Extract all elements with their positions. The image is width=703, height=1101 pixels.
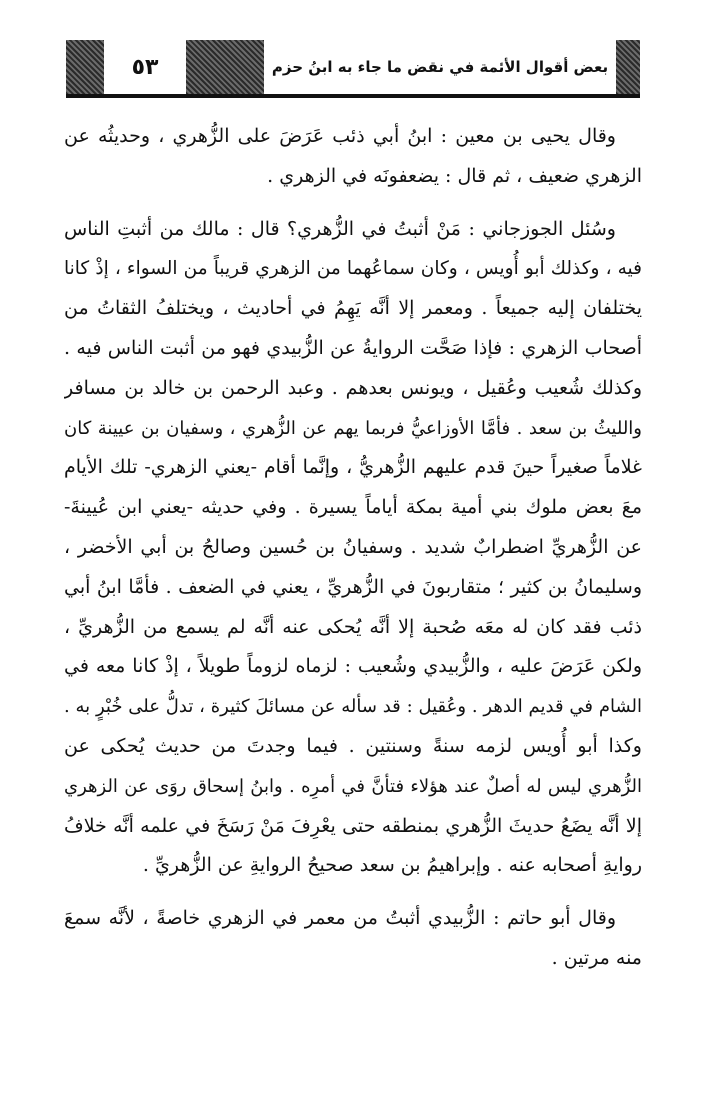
header-ornament-right	[616, 40, 640, 94]
text-line: وسُئل الجوزجاني : مَنْ أثبتُ في الزُّهري؟ قال : مالك من أثبتِ الناس	[64, 217, 616, 240]
text-line: أصحاب الزهري : فإذا صَحَّت الروايةُ عن الزُّبيدي فهو من أثبت الناس فيه .	[64, 336, 642, 359]
text-line: منه مرتين .	[551, 946, 642, 969]
text-line: ولكن عَرَضَ عليه ، والزُّبيدي وشُعيب : لزماه لزوماً طويلاً ، إذْ كانا معه في	[64, 655, 642, 678]
text-line: يختلفان إليه جميعاً . ومعمر إلا أنَّه يَهِمُ في أحاديث ، ويختلفُ الثقاتُ من	[64, 297, 642, 320]
header-rule	[66, 94, 640, 98]
header-ornament-middle	[186, 40, 264, 94]
text-line: وسليمانُ بن كثير ؛ متقاربونَ في الزُّهريِّ ، يعني في الضعف . فأمَّا ابنُ أبي	[64, 575, 642, 598]
page-number: ٥٣	[131, 54, 159, 80]
paragraph-abu-hatim	[64, 899, 642, 979]
running-title: بعض أقوال الأئمة في نقض ما جاء به ابنُ حزم	[271, 58, 609, 76]
text-line: روايةِ أصحابه عنه . وإبراهيمُ بن سعد صحيحُ الروايةِ عن الزُّهريِّ .	[142, 854, 642, 877]
text-line: وكذلك شُعيب وعُقيل ، ويونس بعدهم . وعبد الرحمن بن خالد بن مسافر	[64, 376, 642, 399]
text-line: إلا أنَّه يضَعُ حديثَ الزُّهري بمنطقه حتى يعْرِفَ مَنْ رَسَخَ في علمه أنَّه خلافُ	[64, 814, 642, 837]
paragraph-juzjani	[64, 210, 642, 887]
text-line: معَ بعض ملوك بني أمية بمكة أياماً يسيرة . وفي حديثه -يعني ابن عُيينةَ-	[64, 496, 642, 519]
running-header	[66, 40, 640, 94]
text-line: عن الزُّهريِّ اضطرابٌ شديد . وسفيانُ بن حُسين وصالحُ بن أبي الأخضر ،	[64, 535, 642, 558]
text-line: وقال أبو حاتم : الزُّبيدي أثبتُ من معمر في الزهري خاصةً ، لأنَّه سمعَ	[64, 907, 616, 930]
text-line: وكذا أبو أُويس لزمه سنةً وسنتين . فيما وجدتَ من حديث يُحكى عن	[64, 734, 642, 757]
paragraph-yahya-ibn-maeen	[64, 117, 642, 197]
text-line: الشام في قديم الدهر . وعُقيل : قد سأله عن مسائلَ كثيرة ، تدلُّ على خُبْرٍ به .	[64, 696, 642, 718]
text-line: ذئب فقد كان له معَه صُحبة إلا أنَّه يُحكى عنه أنَّه لم يسمع من الزُّهريِّ ،	[64, 615, 642, 638]
text-line: الزهري ضعيف ، ثم قال : يضعفونَه في الزهري .	[267, 164, 642, 187]
text-line: غلاماً صغيراً حينَ قدم عليهم الزُّهريُّ ، وإنَّما أقام -يعني الزهري- تلك الأيام	[64, 456, 642, 479]
text-line: الزُّهري ليس له أصلٌ عند هؤلاء فتأنَّ في أمرِه . وابنُ إسحاق روَى عن الزهري	[64, 775, 642, 797]
text-line: وقال يحيى بن معين : ابنُ أبي ذئب عَرَضَ على الزُّهري ، وحديثُه عن	[64, 125, 616, 147]
text-line: والليثُ بن سعد . فأمَّا الأوزاعيُّ فربما يهم عن الزُّهري ، وسفيان بن عيينة كان	[64, 417, 642, 439]
text-line: فيه ، وكذلك أبو أُويس ، وكان سماعُهما من الزهري قريباً من السواء ، إذْ كانا	[64, 258, 642, 280]
body-text	[64, 117, 642, 992]
header-ornament-left	[66, 40, 104, 94]
